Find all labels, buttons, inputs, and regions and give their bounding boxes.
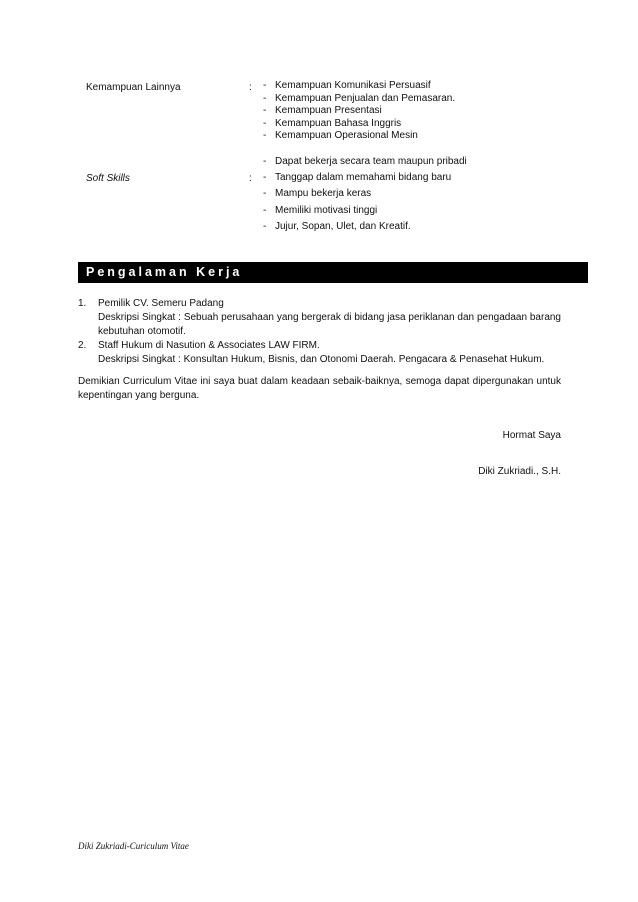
closing-regards: Hormat Saya — [502, 430, 561, 441]
experience-list — [78, 297, 561, 367]
soft-skills-item: - Dapat bekerja secara team maupun pribadi — [263, 154, 467, 170]
skills-item: - Kemampuan Operasional Mesin — [263, 130, 455, 143]
experience-item — [78, 339, 561, 367]
soft-skills-colon: : — [249, 173, 252, 184]
signature-name: Diki Zukriadi., S.H. — [478, 466, 561, 477]
skills-colon: : — [249, 82, 252, 93]
skills-item: - Kemampuan Komunikasi Persuasif — [263, 80, 455, 93]
experience-number: 1. — [78, 298, 87, 309]
skills-item: - Kemampuan Bahasa Inggris — [263, 118, 455, 131]
section-heading-text: Pengalaman Kerja — [86, 265, 243, 279]
experience-number: 2. — [78, 340, 87, 351]
soft-skills-item: - Jujur, Sopan, Ulet, dan Kreatif. — [263, 219, 467, 235]
soft-skills-item: - Memiliki motivasi tinggi — [263, 203, 467, 219]
section-heading-pengalaman-kerja — [78, 262, 588, 283]
closing-statement: Demikian Curriculum Vitae ini saya buat dalam keadaan sebaik-baiknya, semoga dapat dipergunakan untuk kepentingan yang berguna. — [78, 376, 561, 401]
experience-description: Deskripsi Singkat : Sebuah perusahaan yang bergerak di bidang jasa periklanan dan pengadaan barang kebutuhan otomotif. — [98, 312, 561, 337]
soft-skills-list — [263, 154, 467, 235]
experience-title: Staff Hukum di Nasution & Associates LAW FIRM. — [98, 340, 320, 351]
experience-title: Pemilik CV. Semeru Padang — [98, 298, 224, 309]
soft-skills-item: - Mampu bekerja keras — [263, 186, 467, 202]
page-footer: Diki Zukriadi-Curiculum Vitae — [78, 841, 189, 851]
soft-skills-item: - Tanggap dalam memahami bidang baru — [263, 170, 467, 186]
skills-item: - Kemampuan Presentasi — [263, 105, 455, 118]
soft-skills-label: Soft Skills — [86, 173, 130, 184]
skills-item: - Kemampuan Penjualan dan Pemasaran. — [263, 93, 455, 106]
skills-list — [263, 80, 455, 143]
experience-description: Deskripsi Singkat : Konsultan Hukum, Bisnis, dan Otonomi Daerah. Pengacara & Penasehat Hukum. — [98, 354, 545, 365]
skills-label: Kemampuan Lainnya — [86, 82, 181, 93]
experience-item — [78, 297, 561, 339]
